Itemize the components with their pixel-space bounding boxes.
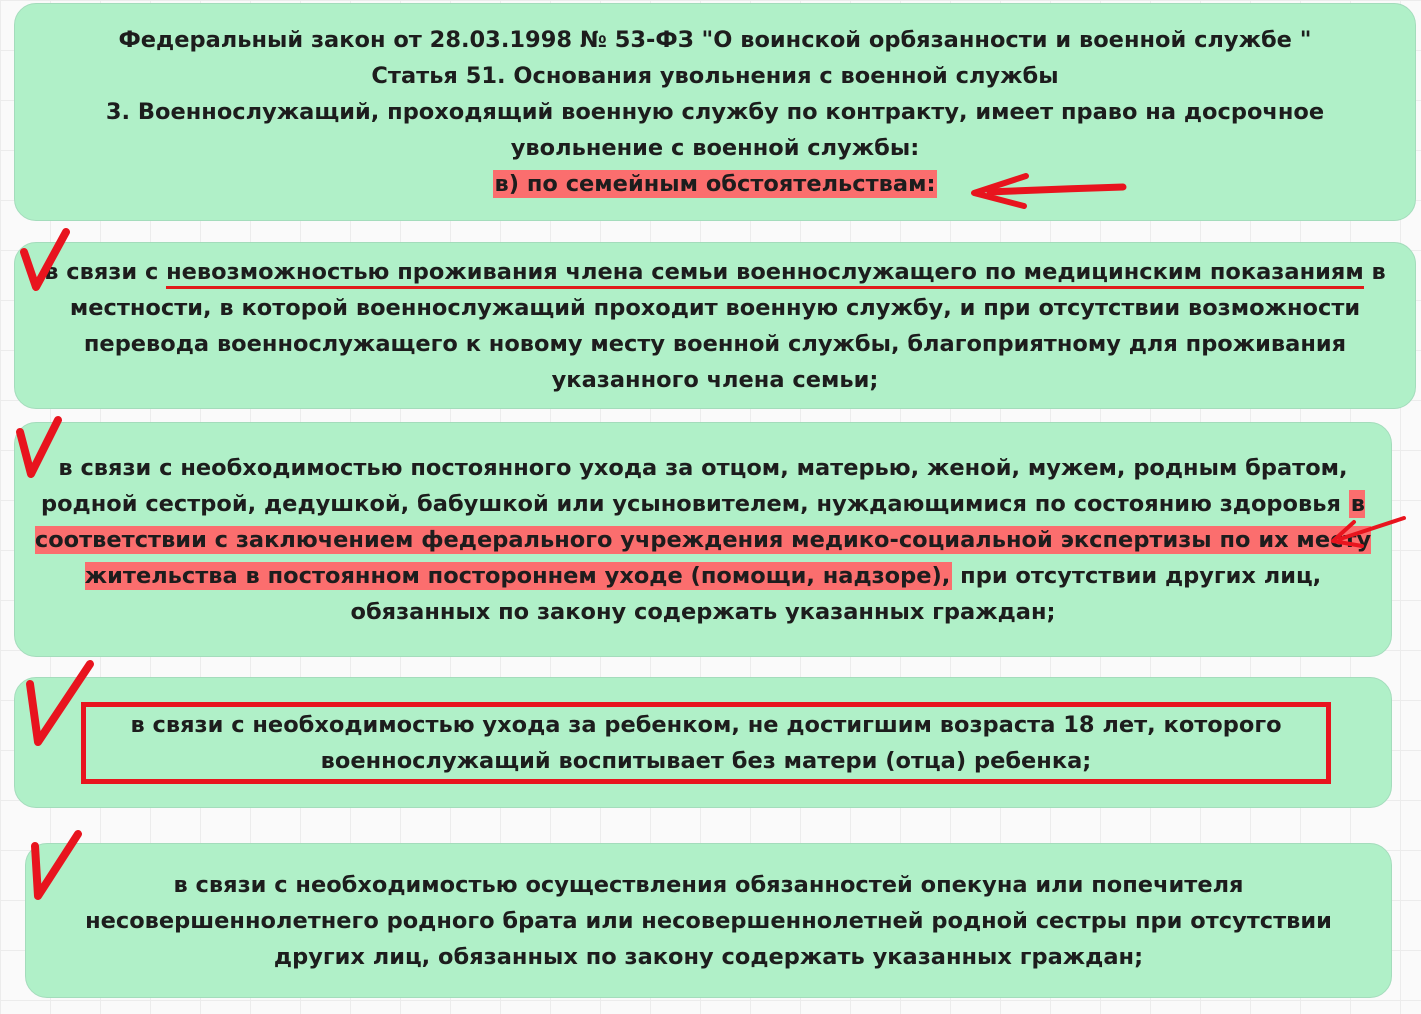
child-care-red-frame bbox=[81, 702, 1331, 784]
article-title: Статья 51. Основания увольнения с военной службы bbox=[371, 63, 1059, 89]
clause-text: 3. Военнослужащий, проходящий военную службу по контракту, имеет право на досрочное увольнение с военной службы: bbox=[105, 99, 1325, 161]
guardian-text: в связи с необходимостью осуществления обязанностей опекуна или попечителя несовершеннолетнего родного брата или несовершеннолетней родной сестры при отсутствии других лиц, обязанных по закону содержать указанных граждан; bbox=[85, 871, 1332, 970]
card-law-header-text bbox=[65, 22, 1365, 202]
card-care-relatives bbox=[14, 422, 1392, 657]
care-relatives-highlight: в соответствии с заключением федерального учреждения медико-социальной экспертизы по их месту жительства в постоянном постороннем уходе (помощи, надзоре), bbox=[34, 490, 1372, 589]
medical-reason-post: в местности, в которой военнослужащий проходит военную службу, и при отсутствии возможности перевода военнослужащего к новому месту военной службы, благоприятному для проживания указанного члена семьи; bbox=[69, 258, 1386, 393]
care-relatives-pre: в связи с необходимостью постоянного ухода за отцом, матерью, женой, мужем, родным братом, родной сестрой, дедушкой, бабушкой или усыновителем, нуждающимися по состоянию здоровья bbox=[40, 454, 1349, 517]
medical-reason-underlined: невозможностью проживания члена семьи военнослужащего по медицинским показаниям bbox=[166, 259, 1364, 289]
clause-highlight: в) по семейным обстоятельствам: bbox=[494, 171, 936, 197]
card-medical-reason bbox=[14, 242, 1416, 409]
care-relatives-post: при отсутствии других лиц, обязанных по закону содержать указанных граждан; bbox=[350, 562, 1322, 625]
medical-reason-pre: в связи с bbox=[44, 258, 167, 285]
card-care-relatives-text bbox=[33, 450, 1373, 630]
law-title: Федеральный закон от 28.03.1998 № 53-ФЗ "О воинской орбязанности и военной службе " bbox=[118, 27, 1312, 53]
card-guardian bbox=[25, 843, 1392, 998]
child-care-text: в связи с необходимостью ухода за ребенком, не достигшим возраста 18 лет, которого военнослужащий воспитывает без матери (отца) ребенка; bbox=[130, 712, 1282, 774]
card-child-care bbox=[14, 677, 1392, 808]
card-medical-reason-text bbox=[35, 254, 1395, 398]
card-law-header bbox=[14, 3, 1416, 221]
